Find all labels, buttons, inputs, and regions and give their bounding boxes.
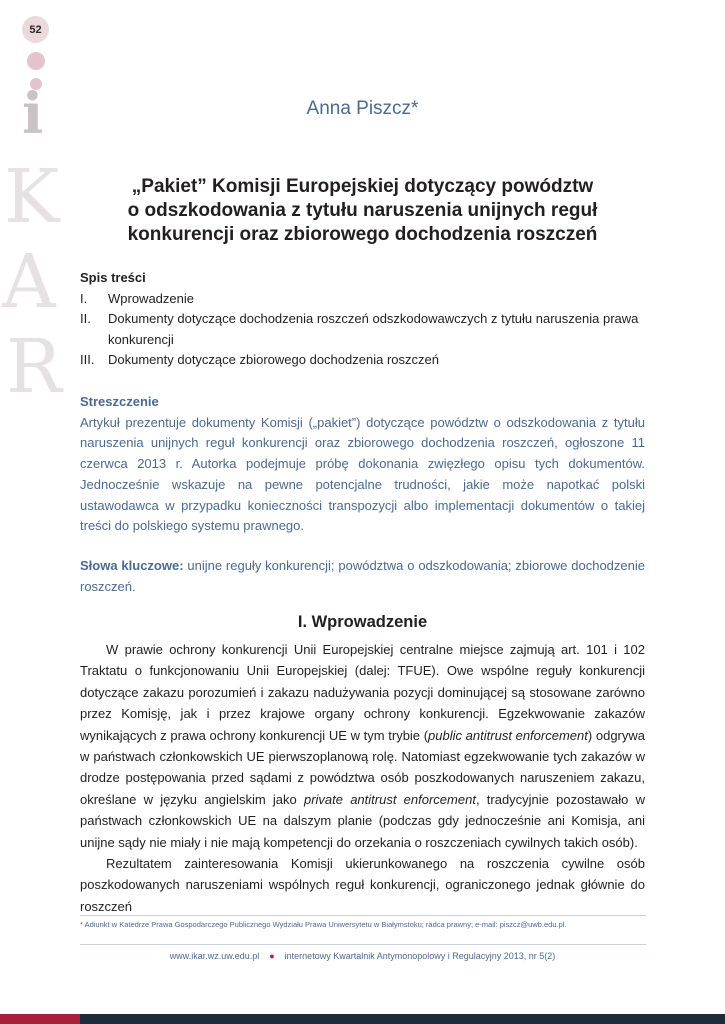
keywords-text: unijne reguły konkurencji; powództwa o odszkodowania; zbiorowe dochodzenie roszczeń.	[80, 558, 645, 594]
toc-item	[80, 289, 645, 310]
toc-item-number: III.	[80, 352, 95, 367]
article-title	[80, 175, 645, 247]
body-text-emphasis: private antitrust enforcement	[303, 791, 476, 807]
side-logo-letter-k: K	[4, 154, 60, 240]
keywords-label: Słowa kluczowe:	[80, 558, 184, 573]
toc-heading: Spis treści	[80, 270, 146, 285]
body-paragraph: Rezultatem zainteresowania Komisji ukierunkowanego na roszczenia cywilne osób poszkodowanych naruszeniami wspólnych reguł konkurencji, ograniczonego jednak głównie do roszczeń	[80, 856, 645, 914]
bottom-bar-accent	[0, 1014, 80, 1024]
bottom-bar	[80, 1014, 725, 1024]
footnote: * Adiunkt w Katedrze Prawa Gospodarczego Publicznego Wydziału Prawa Uniwersytetu w Białymstoku; radca prawny; e-mail: piszcz@uwb.edu.pl.	[80, 920, 567, 929]
body-text-run: , tradycyjnie pozostawało w państwach członkowskich UE na dalszym planie (podczas gdy jednocześnie ani Komisja, ani unijne sądy nie miały i nie mają kompetencji do orzekania o roszczeniach cywilnych takich osób).	[80, 791, 645, 850]
page-number-badge: 52	[22, 16, 49, 43]
toc-item	[80, 350, 645, 371]
footnote-divider	[80, 915, 646, 916]
author-text: Anna Piszcz*	[306, 98, 419, 119]
side-logo-letter-i: i	[22, 81, 44, 147]
keywords	[80, 556, 645, 597]
title-line: „Pakiet” Komisji Europejskiej dotyczący powództw	[131, 176, 594, 197]
toc-item	[80, 309, 645, 350]
body-text-run: W prawie ochrony konkurencji Unii Europejskiej centralne miejsce zajmują art. 101 i 102 Traktatu o funkcjonowaniu Unii Europejskiej (dalej: TFUE). Owe wspólne reguły konkurencji dotyczące zakazu porozumień i zakazu nadużywania pozycji dominującej są stosowane zarówno przez Komisję, jak i przez krajowe organy ochrony konkurencji. Egzekwowanie zakazów wynikających z prawa ochrony konkurencji UE w tym trybie (	[80, 642, 645, 743]
footer-url[interactable]: www.ikar.wz.uw.edu.pl	[169, 951, 260, 961]
toc-item-number: II.	[80, 311, 91, 326]
abstract-text: Artykuł prezentuje dokumenty Komisji („pakiet”) dotyczące powództw o odszkodowania z tytułu naruszenia unijnych reguł konkurencji oraz zbiorowego dochodzenia roszczeń, ogłoszone 11 czerwca 2013 r. Autorka podejmuje próbę dokonania zwięzłego opisu tych dokumentów. Jednocześnie wskazuje na pewne potencjalne trudności, jakie może napotkać polski ustawodawca w przypadku konieczności transpozycji albo implementacji dokumentów o takiej treści do polskiego systemu prawnego.	[80, 414, 645, 534]
section-heading: I. Wprowadzenie	[297, 613, 428, 631]
toc-item-text: Dokumenty dotyczące dochodzenia roszczeń odszkodowawczych z tytułu naruszenia prawa konkurencji	[108, 311, 639, 347]
body-text-emphasis: public antitrust enforcement	[428, 727, 588, 743]
footer-divider	[80, 944, 646, 945]
author-name	[0, 98, 725, 120]
toc-item-number: I.	[80, 290, 88, 306]
title-line: o odszkodowania z tytułu naruszenia unijnych reguł	[127, 200, 598, 221]
side-logo-letter-r: R	[6, 324, 62, 410]
toc-item-text: Wprowadzenie	[108, 290, 194, 306]
body-paragraph	[80, 639, 645, 853]
table-of-contents	[80, 268, 645, 371]
toc-item-text: Dokumenty dotyczące zbiorowego dochodzenia roszczeń	[108, 352, 439, 367]
abstract-heading: Streszczenie	[80, 394, 159, 409]
side-logo-letter-a: A	[2, 239, 56, 325]
decorative-dot	[27, 52, 45, 70]
footer-separator: ●	[269, 951, 275, 961]
body-text	[80, 639, 645, 917]
title-line: konkurencji oraz zbiorowego dochodzenia roszczeń	[127, 224, 598, 245]
body-text-run: ) odgrywa w państwach członkowskich UE pierwszoplanową rolę. Natomiast egzekwowanie tych zakazów w drodze postępowania przed sądami z powództwa osób poszkodowanych naruszeniem zakazu, określane w języku angielskim jako	[80, 727, 645, 807]
page-footer	[80, 951, 645, 961]
footer-journal: internetowy Kwartalnik Antymonopolowy i Regulacyjny 2013, nr 5(2)	[284, 951, 556, 961]
abstract	[80, 392, 645, 537]
